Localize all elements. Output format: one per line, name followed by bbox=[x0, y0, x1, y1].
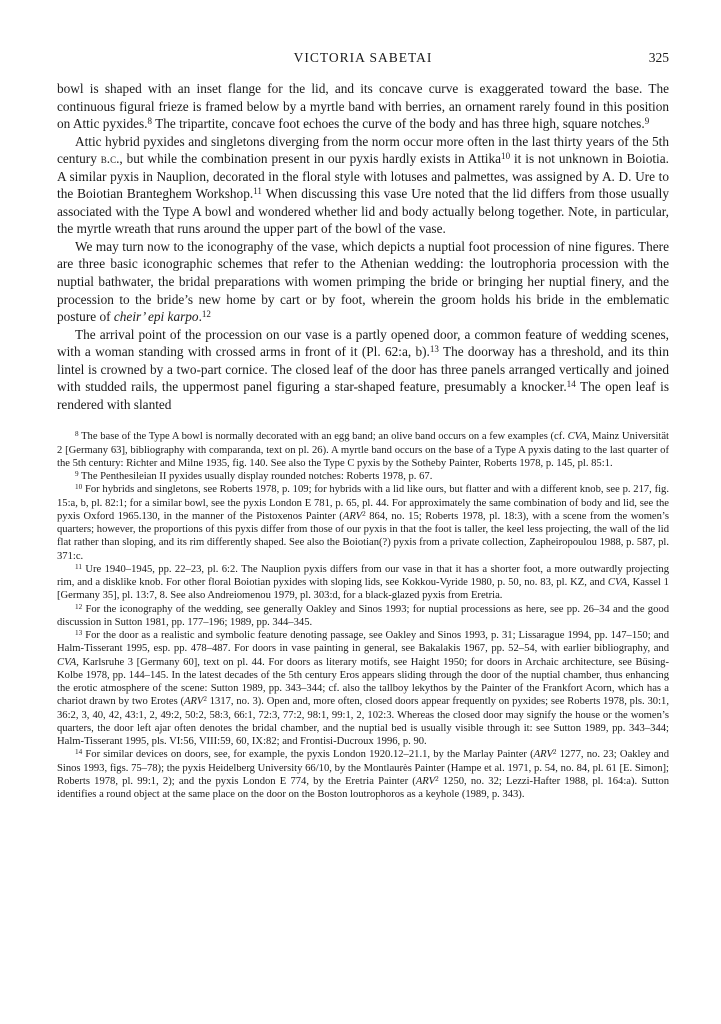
running-title: VICTORIA SABETAI bbox=[293, 50, 433, 65]
paragraph-4: The arrival point of the procession on our vase is a partly opened door, a common feature of wedding scenes, with a woman standing with crossed arms in front of it (Pl. 62:a, b).$^{13}$ The doorway has a threshold, and its thin lintel is crowned by a two-part cornice. The closed leaf of the door has three panels arranged vertically and joined with studded rails, the uppermost panel figuring a star-shaped feature, presumably a knocker.$^{14}$ The open leaf is rendered with slanted bbox=[57, 326, 669, 412]
footnote-13: $^{13}$ For the door as a realistic and symbolic feature denoting passage, see Oakley and Sinos 1993, p. 31; Lissarague 1994, pp. 147–150; and Halm-Tisserant 1995, esp. pp. 478–487. For doors in vase painting in general, see Bakalakis 1967, pp. 52–54, with earlier bibliography, and CVA, Karlsruhe 3 [Germany 60], text on pl. 44. For doors as literary motifs, see Haight 1950; for doors in Archaic architecture, see Büsing-Kolbe 1978, pp. 144–145. In the latest decades of the 5th century Eros appears sliding through the door of the nuptial chamber, thus enhancing the erotic atmosphere of the scene: Sutton 1989, pp. 343–344; cf. also the tallboy lekythos by the Painter of the Frankfort Acorn, which has a chariot drawn by two Erotes (ARV$^2$ 1317, no. 3). Open and, more often, closed doors appear frequently on pyxides; see Roberts 1978, pls. 30:1, 36:2, 3, 40, 42, 43:1, 2, 49:2, 50:2, 58:3, 66:1, 72:3, 77:2, 98:1, 99:1, 2, 102:3. Whereas the closed door may signify the house or the women’s quarters, the door left ajar often denotes the bridal chamber, and the nuptial bed is usually visible through it: see Sutton 1989, pp. 343–344; Halm-Tisserant 1995, pls. VI:56, VIII:59, 60, IX:82; and Frontisi-Ducroux 1996, p. 90. bbox=[57, 628, 669, 748]
paragraph-1: bowl is shaped with an inset flange for the lid, and its concave curve is exaggerated toward the base. The continuous figural frieze is framed below by a myrtle band with berries, an ornament rarely found in this position on Attic pyxides.$^8$ The tripartite, concave foot echoes the curve of the body and has three high, square notches.$^9$ bbox=[57, 81, 669, 132]
footnote-14: $^{14}$ For similar devices on doors, see, for example, the pyxis London 1920.12–21.1, by the Marlay Painter (ARV$^2$ 1277, no. 23; Oakley and Sinos 1993, figs. 75–78); the pyxis Heidelberg University 66/10, by the Montlaurès Painter (Hampe et al. 1971, p. 54, no. 84, pl. 61 [E. Simon]; Roberts 1978, pl. 99:1, 2); and the pyxis London E 774, by the Eretria Painter (ARV$^2$ 1250, no. 32; Lezzi-Hafter 1988, pl. 164:a). Sutton identifies a round object at the same place on the door on the Boston loutrophoros as a keyhole (1989, p. 343). bbox=[57, 748, 669, 801]
footnote-10: $^{10}$ For hybrids and singletons, see Roberts 1978, p. 109; for hybrids with a lid like ours, but flatter and with a different knob, see p. 217, fig. 15:a, b, pl. 82:1; for a similar bowl, see the pyxis London E 781, p. 65, pl. 44. For approximately the same combination of body and lid, see the pyxis Oxford 1965.130, in the manner of the Pistoxenos Painter (ARV$^2$ 864, no. 15; Roberts 1978, pl. 18:3), with a scene from the women’s quarters; however, the proportions of this pyxis differ from those of our pyxis in that the foot is taller, the keel less projecting, the wall of the lid flat rather than sloping, and its rim differently shaped. See also the Boiotian(?) pyxis from a private collection, Zapheiropoulou 1988, p. 587, pl. 371:c. bbox=[57, 483, 669, 562]
paragraph-3: We may turn now to the iconography of the vase, which depicts a nuptial foot procession of nine figures. There are three basic iconographic schemes that refer to the Athenian wedding: the loutrophoria procession with the nuptial bathwater, the bridal preparations with women primping the bride or bringing her nuptial finery, and the procession to the bride’s new home by cart or by foot, wherein the groom holds his bride in the emblematic posture of cheir’ epi karpo.$^{12}$ bbox=[57, 238, 669, 325]
footnote-12: $^{12}$ For the iconography of the wedding, see generally Oakley and Sinos 1993; for nuptial processions as here, see pp. 26–34 and the good discussion in Sutton 1981, pp. 177–196; 1989, pp. 344–345. bbox=[57, 602, 669, 628]
footnote-11: $^{11}$ Ure 1940–1945, pp. 22–23, pl. 6:2. The Nauplion pyxis differs from our vase in that it has a shorter foot, a more outwardly projecting rim, and a disklike knob. For other floral Boiotian pyxides with sloping lids, see Kokkou-Vyride 1980, p. 50, no. 83, pl. KZ, and CVA, Kassel 1 [Germany 35], pl. 13:7, 8. See also Andreiomenou 1979, pl. 303:d, for a black-glazed pyxis from Eretria. bbox=[57, 562, 669, 602]
running-header bbox=[57, 50, 669, 80]
page-number: 325 bbox=[648, 50, 669, 65]
main-text bbox=[57, 80, 669, 413]
footnote-8: $^8$ The base of the Type A bowl is normally decorated with an egg band; an olive band occurs on a few examples (cf. CVA, Mainz Universität 2 [Germany 63], bibliography with comparanda, text on pl. 26). A myrtle band occurs on the base of a Type A pyxis dating to the last quarter of the 5th century: Richter and Milne 1935, fig. 140. See also the Type C pyxis by the Sotheby Painter, Roberts 1978, p. 145, pl. 85:1. bbox=[57, 430, 670, 469]
page bbox=[57, 50, 669, 801]
footnote-9: $^9$ The Penthesileian II pyxides usually display rounded notches: Roberts 1978, p. 67. bbox=[75, 469, 433, 483]
footnotes bbox=[57, 430, 669, 801]
paragraph-2: Attic hybrid pyxides and singletons diverging from the norm occur more often in the last thirty years of the 5th century b.c., but while the combination present in our pyxis hardly exists in Attika$^{10}$ it is not unknown in Boiotia. A similar pyxis in Nauplion, decorated in the floral style with lotuses and palmettes, was assigned by A. D. Ure to the Boiotian Branteghem Workshop.$^{11}$ When discussing this vase Ure noted that the lid differs from those usually associated with the Type A bowl and wondered whether lid and body actually belong together. Note, in particular, the myrtle wreath that runs around the upper part of the bowl of the vase. bbox=[57, 133, 669, 237]
